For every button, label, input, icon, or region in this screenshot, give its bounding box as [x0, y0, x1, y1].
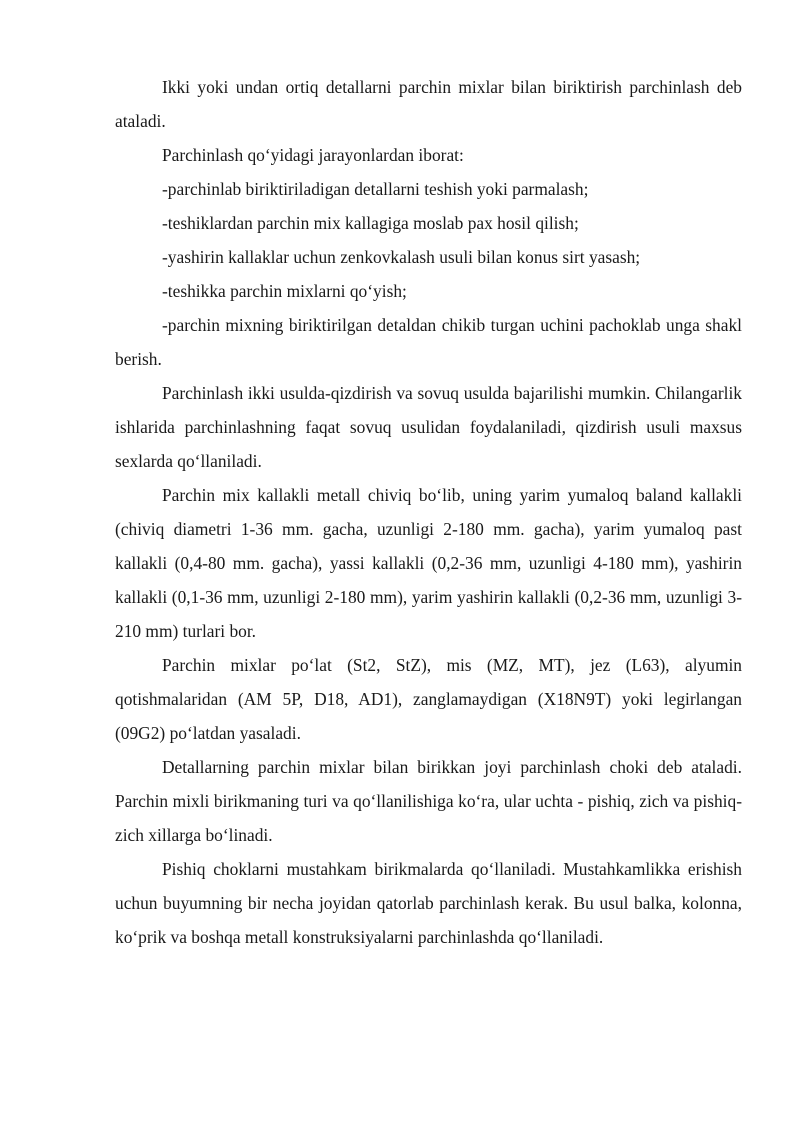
list-item: -teshiklardan parchin mix kallagiga moslab pax hosil qilish;: [162, 213, 579, 233]
document-page: [115, 70, 742, 954]
paragraph: Parchin mix kallakli metall chiviq bo‘lib, uning yarim yumaloq baland kallakli (chiviq diametri 1-36 mm. gacha, uzunligi 2-180 mm. gacha), yarim yumaloq past kallakli (0,4-80 mm. gacha), yassi kallakli (0,2-36 mm, uzunligi 4-180 mm), yashirin kallakli (0,1-36 mm, uzunligi 2-180 mm), yarim yashirin kallakli (0,2-36 mm, uzunligi 3-210 mm) turlari bor.: [115, 485, 742, 641]
paragraph: Parchin mixlar po‘lat (St2, StZ), mis (MZ, MT), jez (L63), alyumin qotishmalaridan (AM 5P, D18, AD1), zanglamaydigan (X18N9T) yoki legirlangan (09G2) po‘latdan yasaladi.: [115, 655, 742, 743]
paragraph: Detallarning parchin mixlar bilan birikkan joyi parchinlash choki deb ataladi. Parchin mixli birikmaning turi va qo‘llanilishiga ko‘ra, ular uchta - pishiq, zich va pishiq-zich xillarga bo‘linadi.: [115, 757, 742, 845]
paragraph: Pishiq choklarni mustahkam birikmalarda qo‘llaniladi. Mustahkamlikka erishish uchun buyumning bir necha joyidan qatorlab parchinlash kerak. Bu usul balka, kolonna, ko‘prik va boshqa metall konstruksiyalarni parchinlashda qo‘llaniladi.: [115, 859, 742, 947]
list-item: -yashirin kallaklar uchun zenkovkalash usuli bilan konus sirt yasash;: [162, 247, 641, 267]
paragraph: Parchinlash qo‘yidagi jarayonlardan iborat:: [162, 145, 464, 165]
list-item: -teshikka parchin mixlarni qo‘yish;: [162, 281, 407, 301]
list-item: -parchinlab biriktiriladigan detallarni teshish yoki parmalash;: [162, 179, 589, 199]
paragraph: Ikki yoki undan ortiq detallarni parchin mixlar bilan biriktirish parchinlash deb ataladi.: [115, 77, 742, 131]
list-item: -parchin mixning biriktirilgan detaldan chikib turgan uchini pachoklab unga shakl berish.: [115, 315, 742, 369]
paragraph: Parchinlash ikki usulda-qizdirish va sovuq usulda bajarilishi mumkin. Chilangarlik ishlarida parchinlashning faqat sovuq usulidan foydalaniladi, qizdirish usuli maxsus sexlarda qo‘llaniladi.: [115, 383, 742, 471]
